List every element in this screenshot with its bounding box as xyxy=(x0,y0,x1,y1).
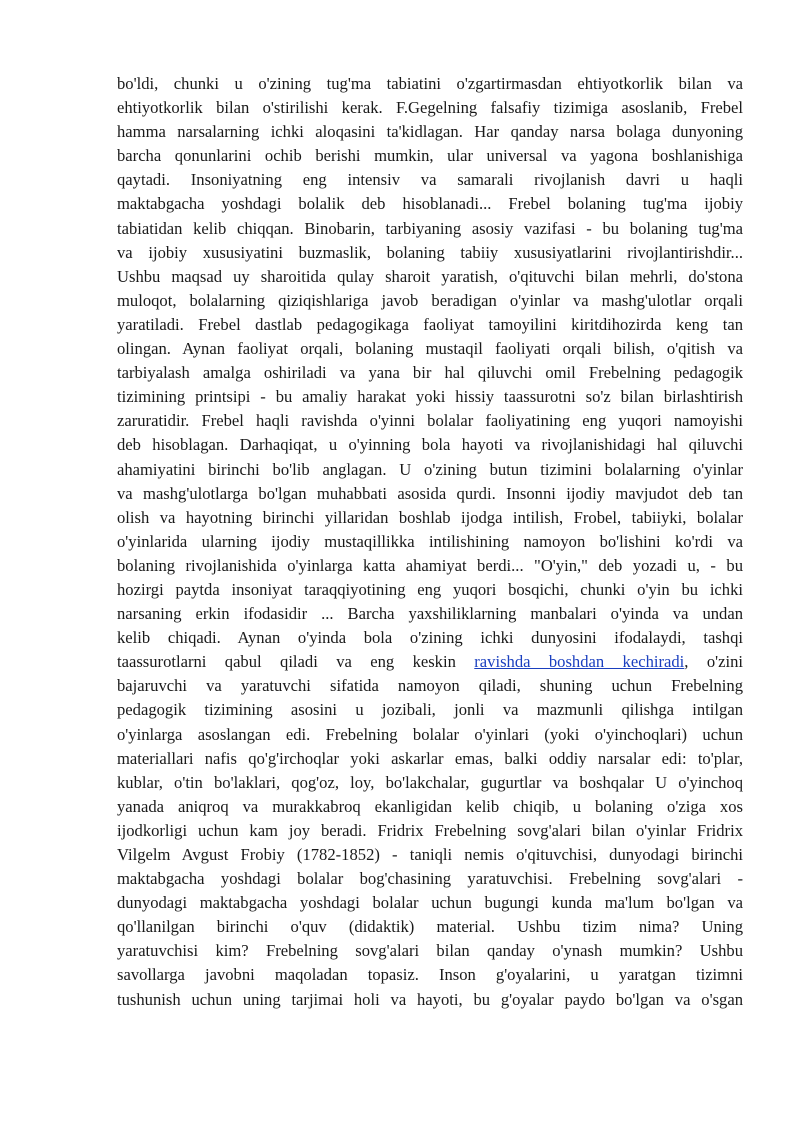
text-line: bolaning rivojlanishida o'yinlarga katta ahamiyat berdi... "O'yin," deb yozadi u, - bu xyxy=(117,555,743,575)
text-line: tushunish uchun uning tarjimai holi va hayoti, bu g'oyalar paydo bo'lgan va o'sgan xyxy=(117,989,743,1009)
text-line: o'yinlarida ularning ijodiy mustaqillikka intilishining namoyon bo'lishini ko'rdi va xyxy=(117,531,743,551)
text-line: zaruratidir. Frebel haqli ravishda o'yinni bolalar faoliyatining eng yuqori namoyishi xyxy=(117,411,743,431)
text-line: ehtiyotkorlik bilan o'stirilishi kerak. F.Gegelning falsafiy tizimiga asoslanib, Frebel xyxy=(117,98,743,118)
text-line: bajaruvchi va yaratuvchi sifatida namoyon qiladi, shuning uchun Frebelning xyxy=(117,676,743,696)
document-body xyxy=(117,72,743,1012)
text-line: muloqot, bolalarning qiziqishlariga javob beradigan o'yinlar va mashg'ulotlar orqali xyxy=(117,290,743,310)
text-line: tabiatidan kelib chiqqan. Binobarin, tarbiyaning asosiy vazifasi - bu bolaning tug'ma xyxy=(117,218,743,238)
text-line: o'yinlarga asoslangan edi. Frebelning bolalar o'yinlari (yoki o'yinchoqlari) uchun xyxy=(117,724,743,744)
text-line: qo'llanilgan birinchi o'quv (didaktik) material. Ushbu tizim nima? Uning xyxy=(117,917,743,937)
hyperlink[interactable]: ravishda boshdan kechiradi xyxy=(474,652,685,672)
text-line: tizimining printsipi - bu amaliy harakat yoki hissiy taassurotni so'z bilan birlashtirish xyxy=(117,387,743,407)
text-line: hamma narsalarning ichki aloqasini ta'kidlagan. Har qanday narsa bolaga dunyoning xyxy=(117,122,743,142)
text-line: deb hisoblagan. Darhaqiqat, u o'yinning bola hayoti va rivojlanishidagi hal qiluvchi xyxy=(117,435,743,455)
link-line-before: taassurotlarni qabul qiladi va eng keskin xyxy=(117,652,475,672)
text-line: materiallari nafis qo'g'irchoqlar yoki askarlar emas, balki oddiy narsalar edi: to'plar, xyxy=(117,748,743,768)
text-line: kublar, o'tin bo'laklari, qog'oz, loy, bo'lakchalar, gugurtlar va boshqalar U o'yinchoq xyxy=(117,772,743,792)
text-line-with-link xyxy=(117,650,743,674)
text-line: maktabgacha yoshdagi bolalik deb hisoblanadi... Frebel bolaning tug'ma ijobiy xyxy=(117,194,743,214)
text-line: Vilgelm Avgust Frobiy (1782-1852) - taniqli nemis o'qituvchisi, dunyodagi birinchi xyxy=(117,845,743,864)
text-line: yaratiladi. Frebel dastlab pedagogikaga faoliyat tamoyilini kiritdihozirda keng tan xyxy=(117,314,743,334)
text-line: olish va hayotning birinchi yillaridan boshlab ijodga intilish, Frobel, tabiiyki, bolalar xyxy=(117,507,743,527)
text-line: qaytadi. Insoniyatning eng intensiv va samarali rivojlanish davri u haqli xyxy=(117,170,743,190)
link-line-after: , o'zini xyxy=(684,652,743,672)
text-line: tarbiyalash amalga oshiriladi va yana bir hal qiluvchi omil Frebelning pedagogik xyxy=(117,363,743,383)
text-line: ahamiyatini birinchi bo'lib anglagan. U o'zining butun tizimini bolalarning o'yinlar xyxy=(117,459,743,479)
text-line: kelib chiqadi. Aynan o'yinda bola o'zining ichki dunyosini ifodalaydi, tashqi xyxy=(117,628,743,648)
text-line: Ushbu maqsad uy sharoitida qulay sharoit yaratish, o'qituvchi bilan mehrli, do'stona xyxy=(117,266,743,286)
text-line: dunyodagi maktabgacha yoshdagi bolalar uchun bugungi kunda ma'lum bo'lgan va xyxy=(117,893,743,913)
text-line: hozirgi paytda insoniyat taraqqiyotining eng yuqori bosqichi, chunki o'yin bu ichki xyxy=(117,579,743,599)
text-line: maktabgacha yoshdagi bolalar bog'chasining yaratuvchisi. Frebelning sovg'alari - xyxy=(117,869,743,889)
text-line: savollarga javobni maqoladan topasiz. Inson g'oyalarini, u yaratgan tizimni xyxy=(117,965,743,985)
text-line: ijodkorligi uchun kam joy beradi. Fridrix Frebelning sovg'alari bilan o'yinlar Fridrix xyxy=(117,820,743,840)
text-line: pedagogik tizimining asosini u jozibali, jonli va mazmunli qilishga intilgan xyxy=(117,700,743,720)
text-line: barcha qonunlarini ochib berishi mumkin, ular universal va yagona boshlanishiga xyxy=(117,146,743,166)
text-line: va mashg'ulotlarga bo'lgan muhabbati asosida qurdi. Insonni ijodiy mavjudot deb tan xyxy=(117,483,743,503)
text-line: olingan. Aynan faoliyat orqali, bolaning mustaqil faoliyati orqali bilish, o'qitish va xyxy=(117,339,743,359)
text-line: yanada aniqroq va murakkabroq ekanligidan kelib chiqib, u bolaning o'ziga xos xyxy=(117,796,743,816)
text-line: va ijobiy xususiyatini buzmaslik, bolaning tabiiy xususiyatlarini rivojlantirishdir... xyxy=(117,242,743,262)
text-line: yaratuvchisi kim? Frebelning sovg'alari bilan qanday o'ynash mumkin? Ushbu xyxy=(117,941,743,961)
text-line: narsaning erkin ifodasidir ... Barcha yaxshiliklarning manbalari o'yinda va undan xyxy=(117,604,743,624)
text-line: bo'ldi, chunki u o'zining tug'ma tabiatini o'zgartirmasdan ehtiyotkorlik bilan va xyxy=(117,74,743,93)
